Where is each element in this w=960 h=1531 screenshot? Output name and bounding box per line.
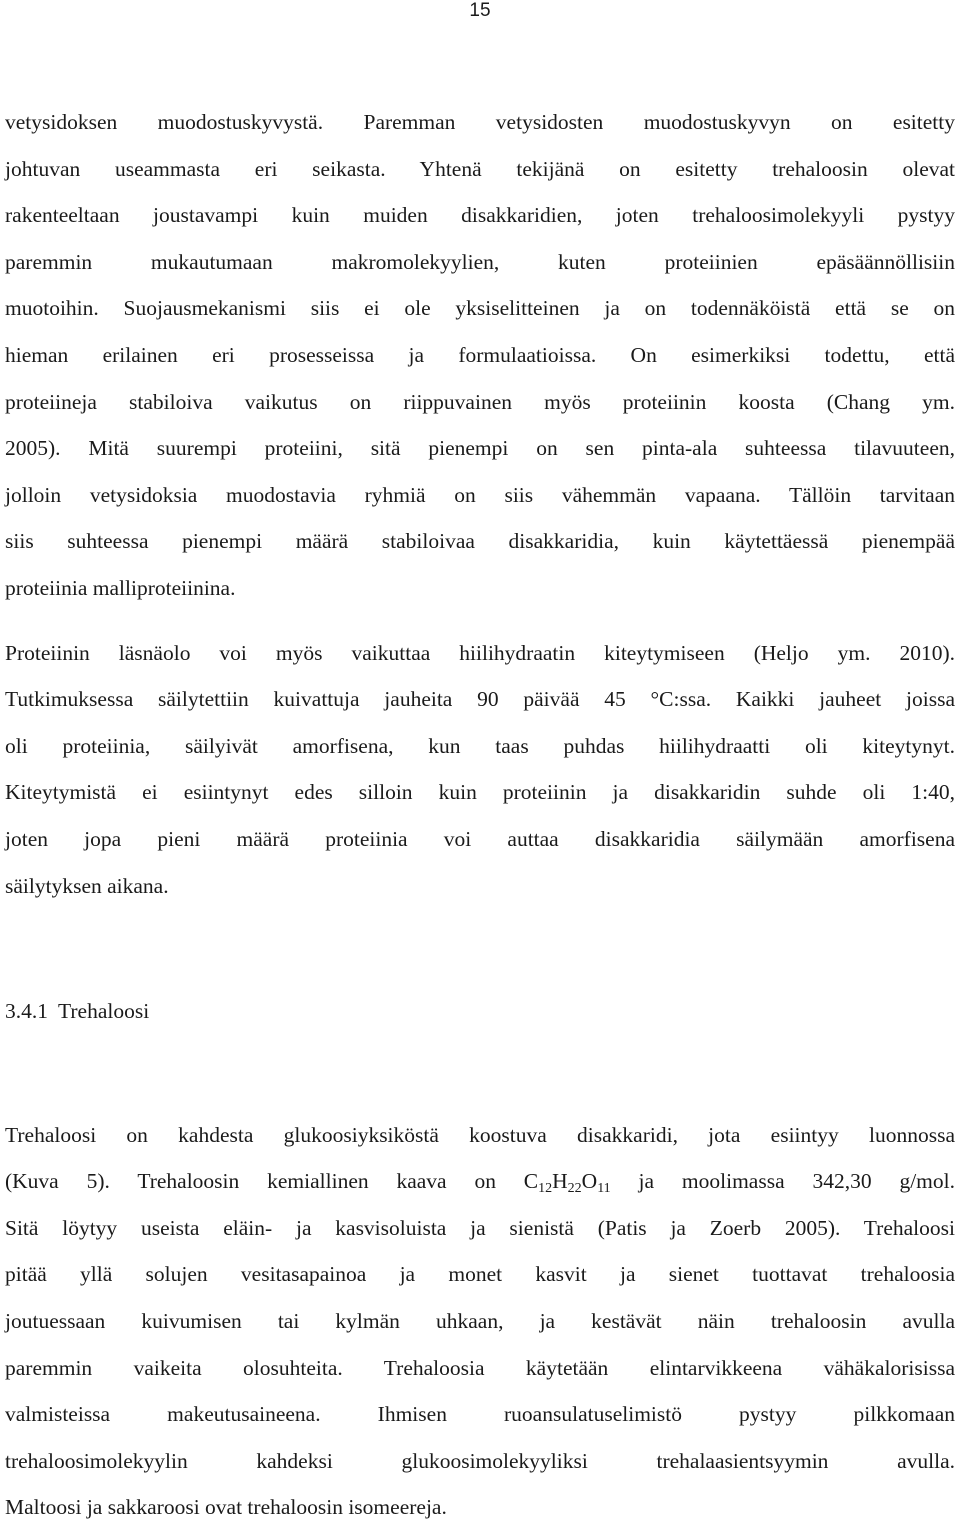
text-line: Sitä löytyy useista eläin- ja kasvisoluista ja sienistä (Patis ja Zoerb 2005). Trehaloosi — [5, 1215, 955, 1240]
section-title: Trehaloosi — [58, 999, 150, 1024]
formula-lead-text: (Kuva 5). Trehaloosin kemiallinen kaava on C — [5, 1169, 539, 1194]
paragraph-crystallization — [5, 630, 955, 910]
text-line: Maltoosi ja sakkaroosi ovat trehaloosin isomeereja. — [5, 1495, 447, 1520]
text-line: joutuessaan kuivumisen tai kylmän uhkaan, ja kestävät näin trehaloosin avulla — [5, 1309, 955, 1334]
text-line: vetysidoksen muodostuskyvystä. Paremman vetysidosten muodostuskyvyn on esitetty — [5, 110, 955, 134]
text-line: 2005). Mitä suurempi proteiini, sitä pienempi on sen pinta-ala suhteessa tilavuuteen, — [5, 436, 955, 461]
text-line: rakenteeltaan joustavampi kuin muiden disakkaridien, joten trehaloosimolekyyli pystyy — [5, 203, 955, 228]
paragraph-protein-stabilization — [5, 99, 955, 612]
text-line: säilytyksen aikana. — [5, 873, 169, 898]
document-body — [5, 99, 955, 1531]
formula-c-subscript: 12 — [538, 1181, 553, 1197]
text-line: valmisteissa makeutusaineena. Ihmisen ruoansulatuselimistö pystyy pilkkomaan — [5, 1402, 955, 1427]
formula-trail-text: ja moolimassa 342,30 g/mol. — [610, 1169, 955, 1194]
section-number: 3.4.1 — [5, 999, 48, 1024]
text-line: pitää yllä solujen vesitasapainoa ja monet kasvit ja sienet tuottavat trehaloosia — [5, 1262, 955, 1287]
text-line: muotoihin. Suojausmekanismi siis ei ole yksiselitteinen ja on todennäköistä että se on — [5, 296, 955, 321]
text-line: proteiineja stabiloiva vaikutus on riippuvainen myös proteiinin koosta (Chang ym. — [5, 389, 955, 414]
text-line: paremmin vaikeita olosuhteita. Trehaloosia käytetään elintarvikkeena vähäkalorisissa — [5, 1355, 955, 1380]
formula-h: H — [552, 1169, 568, 1194]
paragraph-trehalose — [5, 1112, 955, 1531]
text-line: Tutkimuksessa säilytettiin kuivattuja jauheita 90 päivää 45 °C:ssa. Kaikki jauheet joissa — [5, 687, 955, 712]
formula-o-subscript: 11 — [597, 1181, 611, 1197]
text-line: proteiinia malliproteiinina. — [5, 575, 236, 600]
text-line-formula — [5, 1158, 955, 1205]
text-line: jolloin vetysidoksia muodostavia ryhmiä on siis vähemmän vapaana. Tällöin tarvitaan — [5, 482, 955, 507]
text-line: trehaloosimolekyylin kahdeksi glukoosimolekyyliksi trehalaasientsyymin avulla. — [5, 1448, 955, 1473]
formula-o: O — [581, 1169, 598, 1194]
text-line: siis suhteessa pienempi määrä stabiloivaa disakkaridia, kuin käytettäessä pienempää — [5, 529, 955, 554]
text-line: Proteiinin läsnäolo voi myös vaikuttaa hiilihydraatin kiteytymiseen (Heljo ym. 2010). — [5, 640, 955, 665]
text-line: oli proteiinia, säilyivät amorfisena, kun taas puhdas hiilihydraatti oli kiteytynyt. — [5, 733, 955, 758]
text-line: paremmin mukautumaan makromolekyylien, kuten proteiinien epäsäännöllisiin — [5, 249, 955, 274]
text-line: joten jopa pieni määrä proteiinia voi auttaa disakkaridia säilymään amorfisena — [5, 826, 955, 851]
text-line: johtuvan useammasta eri seikasta. Yhtenä tekijänä on esitetty trehaloosin olevat — [5, 156, 955, 181]
text-line: Trehaloosi on kahdesta glukoosiyksiköstä koostuva disakkaridi, jota esiintyy luonnossa — [5, 1122, 955, 1147]
text-line: hieman erilainen eri prosesseissa ja formulaatioissa. On esimerkiksi todettu, että — [5, 342, 955, 367]
section-heading — [5, 988, 955, 1035]
text-line: Kiteytymistä ei esiintynyt edes silloin kuin proteiinin ja disakkaridin suhde oli 1:40, — [5, 780, 955, 805]
formula-h-subscript: 22 — [567, 1181, 582, 1197]
page-number: 15 — [469, 0, 491, 21]
